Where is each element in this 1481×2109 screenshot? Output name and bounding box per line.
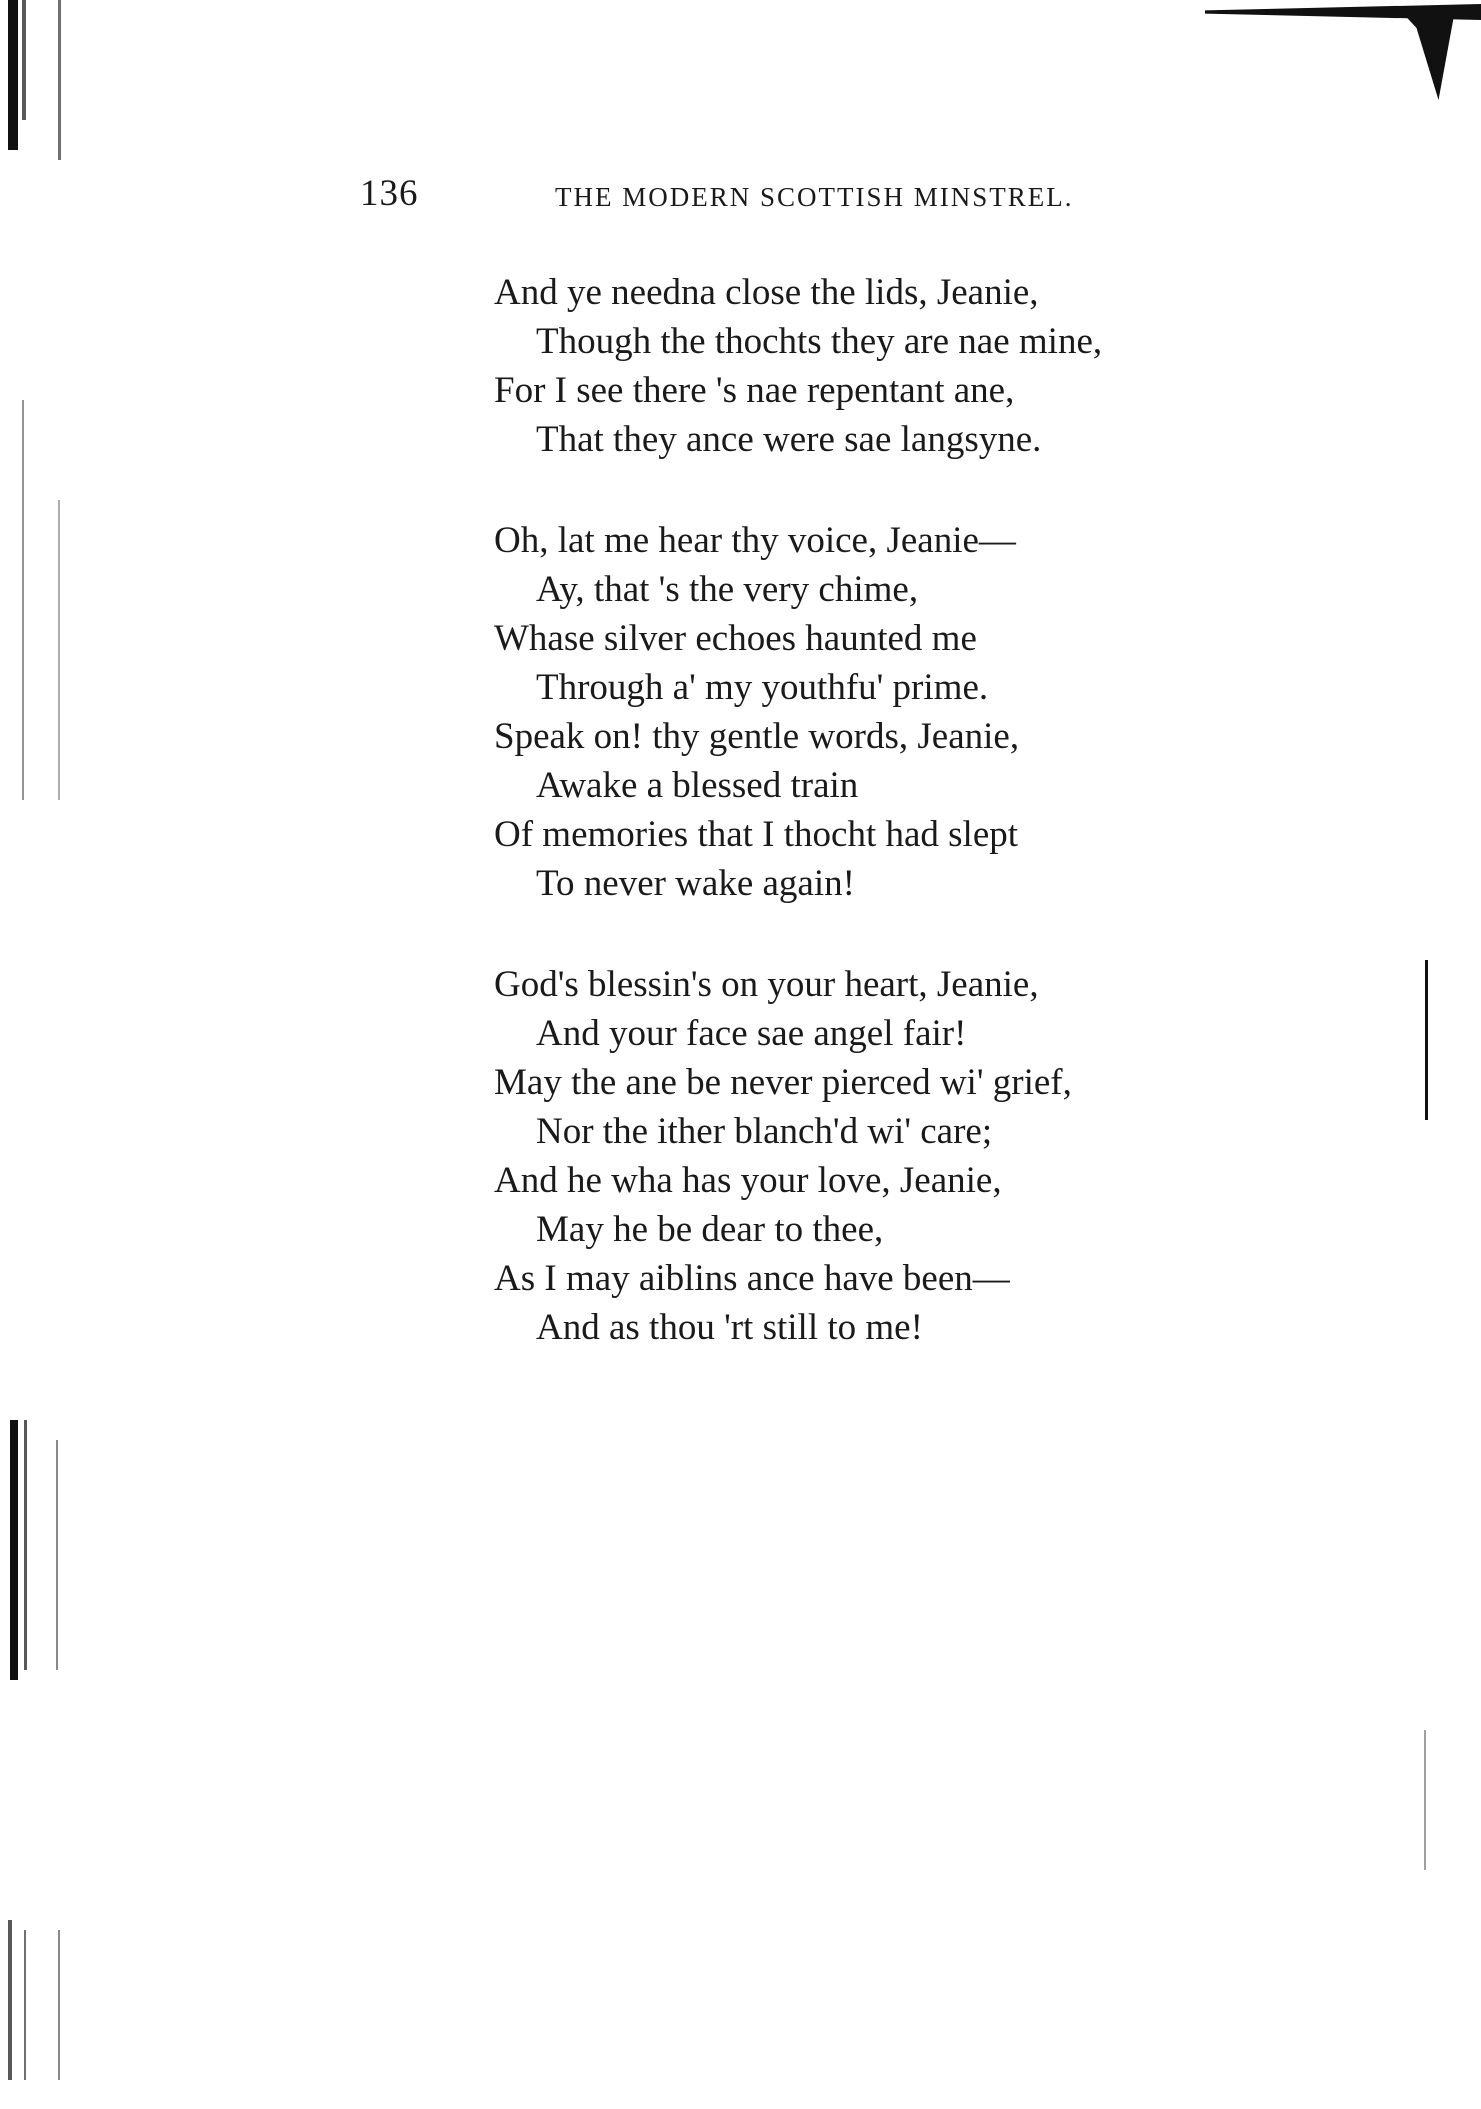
stanza bbox=[494, 516, 1254, 908]
poem-line: Of memories that I thocht had slept bbox=[494, 814, 1019, 855]
poem-line: To never wake again! bbox=[536, 863, 855, 904]
poem-line: Whase silver echoes haunted me bbox=[494, 618, 977, 659]
poem-line: Speak on! thy gentle words, Jeanie, bbox=[494, 716, 1020, 757]
poem-line: And he wha has your love, Jeanie, bbox=[494, 1160, 1002, 1201]
poem-line: Through a' my youthfu' prime. bbox=[536, 667, 989, 708]
poem-line: God's blessin's on your heart, Jeanie, bbox=[494, 964, 1039, 1005]
poem-line: Awake a blessed train bbox=[536, 765, 859, 806]
stanza bbox=[494, 960, 1254, 1352]
poem-line: And your face sae angel fair! bbox=[536, 1013, 967, 1054]
poem-line: Nor the ither blanch'd wi' care; bbox=[536, 1111, 993, 1152]
poem-text bbox=[494, 268, 1254, 1404]
poem-line: And as thou 'rt still to me! bbox=[536, 1307, 923, 1348]
poem-line: As I may aiblins ance have been— bbox=[494, 1258, 1010, 1299]
stanza bbox=[494, 268, 1254, 464]
poem-line: For I see there 's nae repentant ane, bbox=[494, 370, 1015, 411]
poem-line: And ye needna close the lids, Jeanie, bbox=[494, 272, 1039, 313]
poem-line: May the ane be never pierced wi' grief, bbox=[494, 1062, 1072, 1103]
running-head bbox=[360, 172, 1160, 222]
poem-line: Ay, that 's the very chime, bbox=[536, 569, 919, 610]
running-title: THE MODERN SCOTTISH MINSTREL. bbox=[555, 182, 1074, 212]
page-number: 136 bbox=[360, 173, 419, 214]
poem-line: May he be dear to thee, bbox=[536, 1209, 884, 1250]
poem-line: Though the thochts they are nae mine, bbox=[536, 321, 1103, 362]
poem-line: Oh, lat me hear thy voice, Jeanie— bbox=[494, 520, 1016, 561]
poem-line: That they ance were sae langsyne. bbox=[536, 419, 1042, 460]
